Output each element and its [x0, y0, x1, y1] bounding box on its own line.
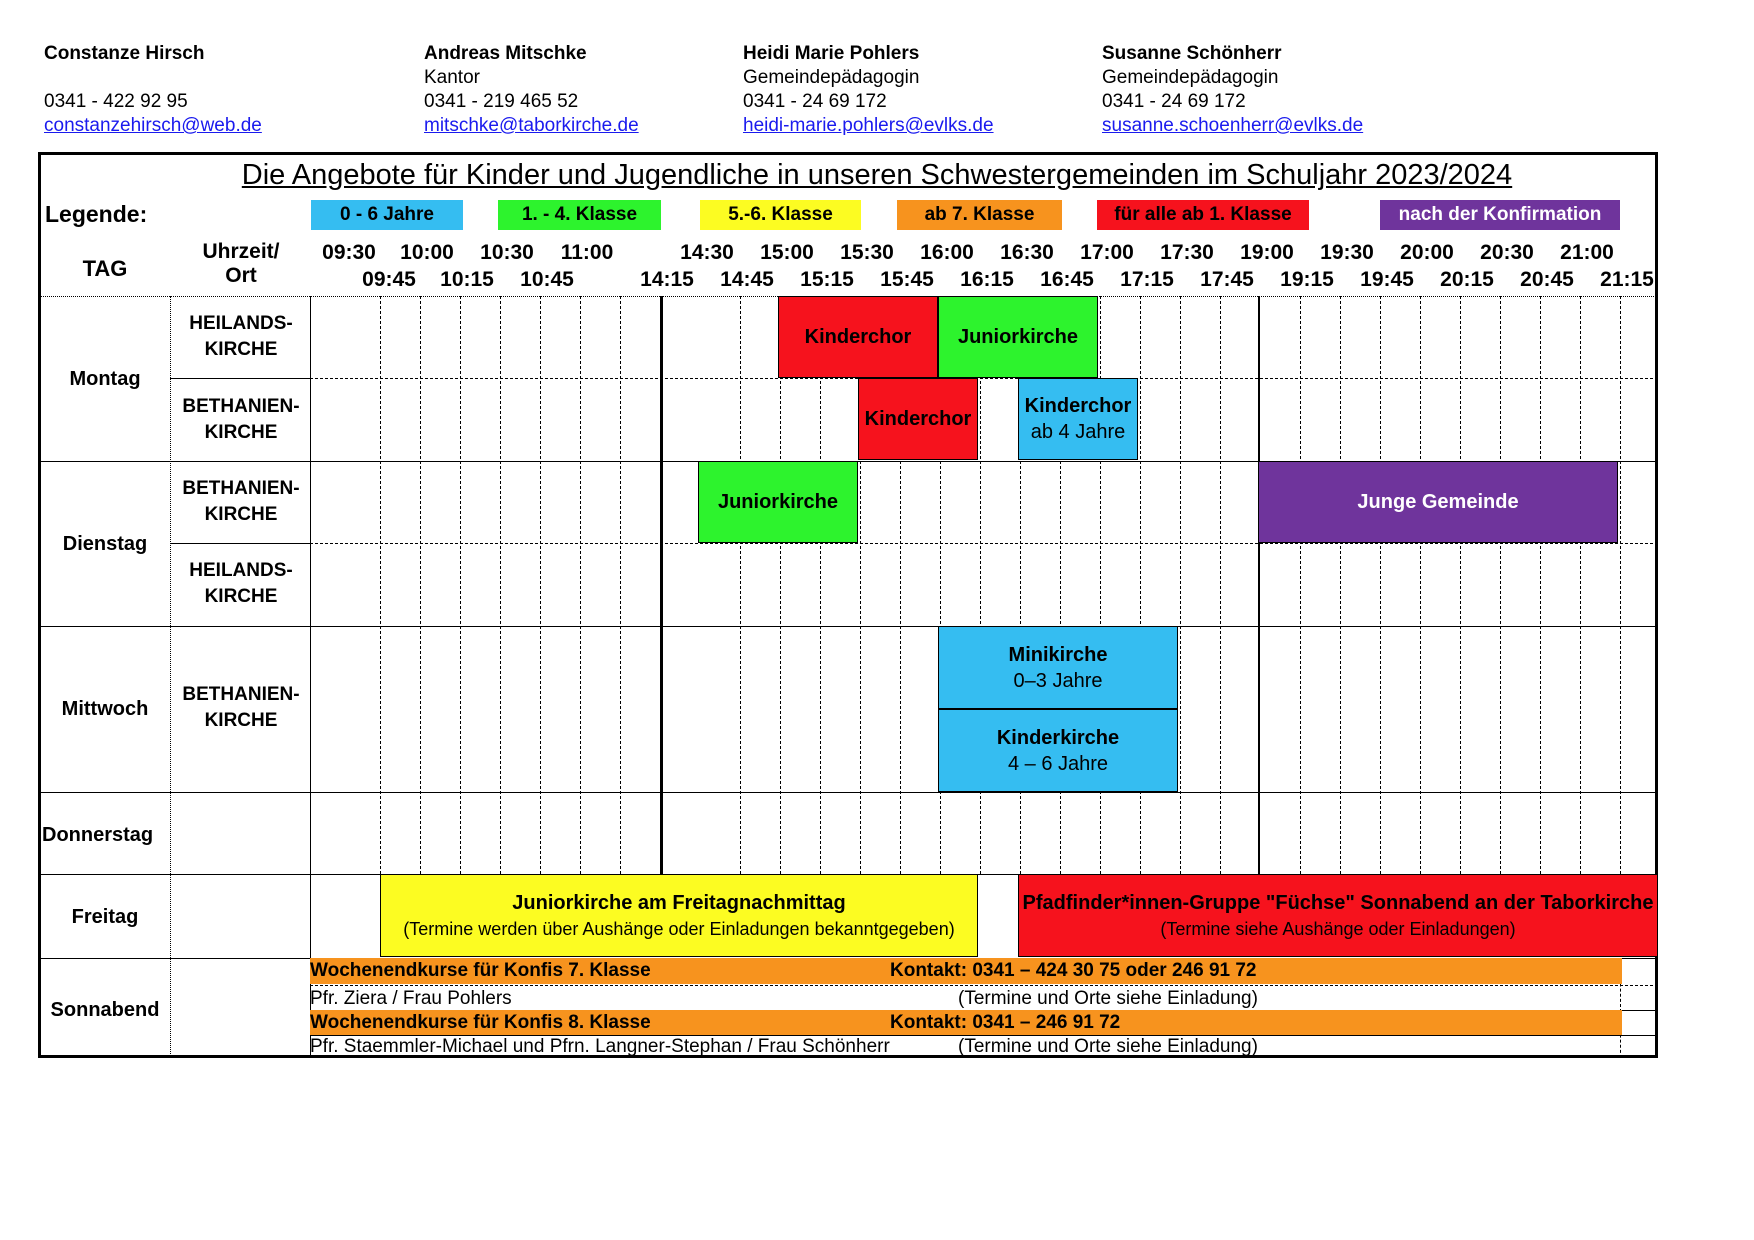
- contact-email-link[interactable]: susanne.schoenherr@evlks.de: [1102, 115, 1364, 136]
- place-line: KIRCHE: [204, 586, 278, 607]
- time-label-top: 20:30: [1480, 241, 1534, 264]
- time-label-bottom: 09:45: [362, 268, 416, 291]
- time-slot-line: [500, 296, 501, 874]
- row-separator: [170, 543, 310, 544]
- row-separator: [310, 378, 1658, 379]
- time-label-top: 17:30: [1160, 241, 1214, 264]
- event-title: Minikirche: [1008, 643, 1108, 666]
- event-title: Kinderchor: [1024, 395, 1132, 417]
- place-line: BETHANIEN-: [182, 396, 300, 417]
- event-juniorkirche-dienstag[interactable]: [698, 461, 858, 543]
- time-label-bottom: 17:45: [1200, 268, 1254, 291]
- day-separator: [40, 626, 1658, 627]
- time-slot-line: [1220, 296, 1221, 874]
- time-label-bottom: 20:15: [1440, 268, 1494, 291]
- konfi7-title: Wochenendkurse für Konfis 7. Klasse: [310, 960, 651, 981]
- event-title: Kinderkirche: [996, 726, 1120, 749]
- day-separator: [40, 792, 1658, 793]
- time-label-bottom: 15:45: [880, 268, 934, 291]
- legend-label: Legende:: [45, 201, 148, 227]
- place-line: KIRCHE: [204, 710, 278, 731]
- contact-email-link[interactable]: constanzehirsch@web.de: [44, 115, 262, 136]
- contact-phone: 0341 - 219 465 52: [424, 91, 579, 112]
- konfi7-note: (Termine und Orte siehe Einladung): [958, 988, 1258, 1009]
- place-line: HEILANDS-: [189, 560, 293, 581]
- time-slot-line: [1620, 296, 1621, 874]
- time-label-top: 14:30: [680, 241, 734, 264]
- time-slot-line: [1580, 296, 1581, 874]
- time-slot-line: [540, 296, 541, 874]
- time-label-bottom: 21:15: [1600, 268, 1654, 291]
- event-juniorkirche-montag[interactable]: [938, 296, 1098, 378]
- legend-item: nach der Konfirmation: [1380, 200, 1620, 230]
- time-slot-line: [460, 296, 461, 874]
- column-separator: [170, 296, 171, 1058]
- time-slot-line: [1340, 296, 1341, 874]
- time-slot-line: [620, 296, 621, 874]
- time-label-bottom: 20:45: [1520, 268, 1574, 291]
- time-label-bottom: 10:15: [440, 268, 494, 291]
- time-header-line1: Uhrzeit/: [202, 240, 280, 263]
- time-label-bottom: 14:45: [720, 268, 774, 291]
- contact-role: Gemeindepädagogin: [1102, 67, 1279, 88]
- event-subtitle: (Termine werden über Aushänge oder Einladungen bekanntgegeben): [403, 918, 955, 939]
- event-kinderchor-heiland[interactable]: [778, 296, 938, 378]
- day-dienstag: Dienstag: [62, 533, 148, 555]
- event-title: Kinderchor: [864, 408, 972, 430]
- contact-email-link[interactable]: mitschke@taborkirche.de: [424, 115, 639, 136]
- time-label-top: 19:30: [1320, 241, 1374, 264]
- contact-name: Heidi Marie Pohlers: [743, 43, 920, 64]
- event-title: Junge Gemeinde: [1357, 491, 1519, 513]
- contact-hirsch: [44, 42, 262, 138]
- day-donnerstag: Donnerstag: [42, 824, 154, 846]
- event-title: Pfadfinder*innen-Gruppe "Füchse" Sonnabend an der Taborkirche: [1022, 891, 1654, 914]
- legend-item: 0 - 6 Jahre: [311, 200, 463, 230]
- time-label-bottom: 17:15: [1120, 268, 1174, 291]
- time-label-top: 21:00: [1560, 241, 1614, 264]
- time-slot-line: [1420, 296, 1421, 874]
- contact-email-link[interactable]: heidi-marie.pohlers@evlks.de: [743, 115, 994, 136]
- legend-item: für alle ab 1. Klasse: [1097, 200, 1309, 230]
- event-subtitle: (Termine siehe Aushänge oder Einladungen): [1160, 918, 1516, 939]
- konfi8-note: (Termine und Orte siehe Einladung): [958, 1036, 1258, 1057]
- konfi8-contact: Kontakt: 0341 – 246 91 72: [890, 1012, 1121, 1033]
- place-line: KIRCHE: [204, 422, 278, 443]
- time-slot-line: [1300, 296, 1301, 874]
- column-separator: [310, 296, 311, 1058]
- place-line: BETHANIEN-: [182, 478, 300, 499]
- time-label-top: 11:00: [560, 241, 614, 264]
- contact-role: Kantor: [424, 67, 480, 88]
- legend-item: ab 7. Klasse: [897, 200, 1062, 230]
- event-subtitle: 4 – 6 Jahre: [1007, 752, 1109, 775]
- time-label-bottom: 10:45: [520, 268, 574, 291]
- time-slot-line: [1380, 296, 1381, 874]
- time-break-line: [660, 296, 663, 874]
- time-label-top: 10:00: [400, 241, 454, 264]
- day-column-header: TAG: [82, 256, 128, 281]
- contact-role: Gemeindepädagogin: [743, 67, 920, 88]
- time-label-top: 16:00: [920, 241, 974, 264]
- konfi7-people: Pfr. Ziera / Frau Pohlers: [310, 988, 512, 1009]
- event-title: Juniorkirche: [957, 326, 1079, 348]
- time-label-top: 17:00: [1080, 241, 1134, 264]
- time-label-top: 10:30: [480, 241, 534, 264]
- contact-phone: 0341 - 422 92 95: [44, 91, 188, 112]
- row-separator: [310, 543, 1658, 544]
- event-kinderchor-ab4[interactable]: [1018, 378, 1138, 460]
- time-column-header: [172, 240, 310, 288]
- time-label-top: 15:00: [760, 241, 814, 264]
- time-label-top: 15:30: [840, 241, 894, 264]
- day-mittwoch: Mittwoch: [61, 698, 149, 720]
- legend-item: 5.-6. Klasse: [700, 200, 861, 230]
- event-minikirche[interactable]: [938, 626, 1178, 709]
- event-title: Juniorkirche: [717, 491, 839, 513]
- time-slot-line: [820, 296, 821, 874]
- page-title: Die Angebote für Kinder und Jugendliche in unseren Schwestergemeinden im Schuljahr 2023/2024: [241, 159, 1513, 191]
- place-line: KIRCHE: [204, 504, 278, 525]
- row-separator: [170, 378, 310, 379]
- time-slot-line: [1180, 296, 1181, 874]
- time-label-top: 20:00: [1400, 241, 1454, 264]
- time-label-bottom: 15:15: [800, 268, 854, 291]
- time-slot-line: [780, 296, 781, 874]
- place-bethanienkirche: [172, 476, 310, 528]
- contact-name: Susanne Schönherr: [1102, 43, 1282, 64]
- time-break-line: [1258, 296, 1260, 874]
- time-slot-line: [420, 296, 421, 874]
- contact-name: Constanze Hirsch: [44, 43, 205, 64]
- place-bethanienkirche: [172, 394, 310, 446]
- place-heilandskirche: [172, 558, 310, 610]
- contact-mitschke: [424, 42, 639, 138]
- place-line: BETHANIEN-: [182, 684, 300, 705]
- event-subtitle: ab 4 Jahre: [1030, 421, 1126, 443]
- event-title: Juniorkirche am Freitagnachmittag: [512, 891, 846, 914]
- time-slot-line: [580, 296, 581, 874]
- time-slot-line: [740, 296, 741, 874]
- contact-role: [44, 66, 262, 90]
- konfi8-people: Pfr. Staemmler-Michael und Pfrn. Langner-Stephan / Frau Schönherr: [310, 1036, 890, 1057]
- time-label-bottom: 16:15: [960, 268, 1014, 291]
- place-line: KIRCHE: [204, 339, 278, 360]
- event-kinderkirche[interactable]: [938, 709, 1178, 792]
- contact-pohlers: [743, 42, 994, 138]
- row-separator: [310, 985, 1658, 986]
- time-label-top: 19:00: [1240, 241, 1294, 264]
- konfi7-contact: Kontakt: 0341 – 424 30 75 oder 246 91 72: [890, 960, 1257, 981]
- time-label-top: 16:30: [1000, 241, 1054, 264]
- time-label-bottom: 19:15: [1280, 268, 1334, 291]
- contact-schoenherr: [1102, 42, 1363, 138]
- contact-name: Andreas Mitschke: [424, 43, 587, 64]
- event-kinderchor-bethanien[interactable]: [858, 378, 978, 460]
- event-subtitle: 0–3 Jahre: [1013, 669, 1103, 692]
- event-junge-gemeinde[interactable]: [1258, 461, 1618, 543]
- time-slot-line: [1540, 296, 1541, 874]
- contact-phone: 0341 - 24 69 172: [1102, 91, 1246, 112]
- event-juniorkirche-freitag[interactable]: [380, 874, 978, 957]
- contact-phone: 0341 - 24 69 172: [743, 91, 887, 112]
- time-label-bottom: 19:45: [1360, 268, 1414, 291]
- time-slot-line: [380, 296, 381, 874]
- time-label-bottom: 16:45: [1040, 268, 1094, 291]
- konfi8-title: Wochenendkurse für Konfis 8. Klasse: [310, 1012, 651, 1033]
- day-montag: Montag: [69, 368, 141, 390]
- time-label-top: 09:30: [322, 241, 376, 264]
- time-slot-line: [1460, 296, 1461, 874]
- place-heilandskirche: [172, 311, 310, 363]
- event-title: Kinderchor: [804, 326, 912, 348]
- day-sonnabend: Sonnabend: [50, 999, 160, 1021]
- event-pfadfinder[interactable]: [1018, 874, 1658, 957]
- time-label-bottom: 14:15: [640, 268, 694, 291]
- place-bethanienkirche: [172, 682, 310, 734]
- day-freitag: Freitag: [71, 906, 139, 928]
- place-line: HEILANDS-: [189, 313, 293, 334]
- time-header-line2: Ort: [225, 264, 257, 287]
- time-slot-line: [1500, 296, 1501, 874]
- legend-item: 1. - 4. Klasse: [498, 200, 661, 230]
